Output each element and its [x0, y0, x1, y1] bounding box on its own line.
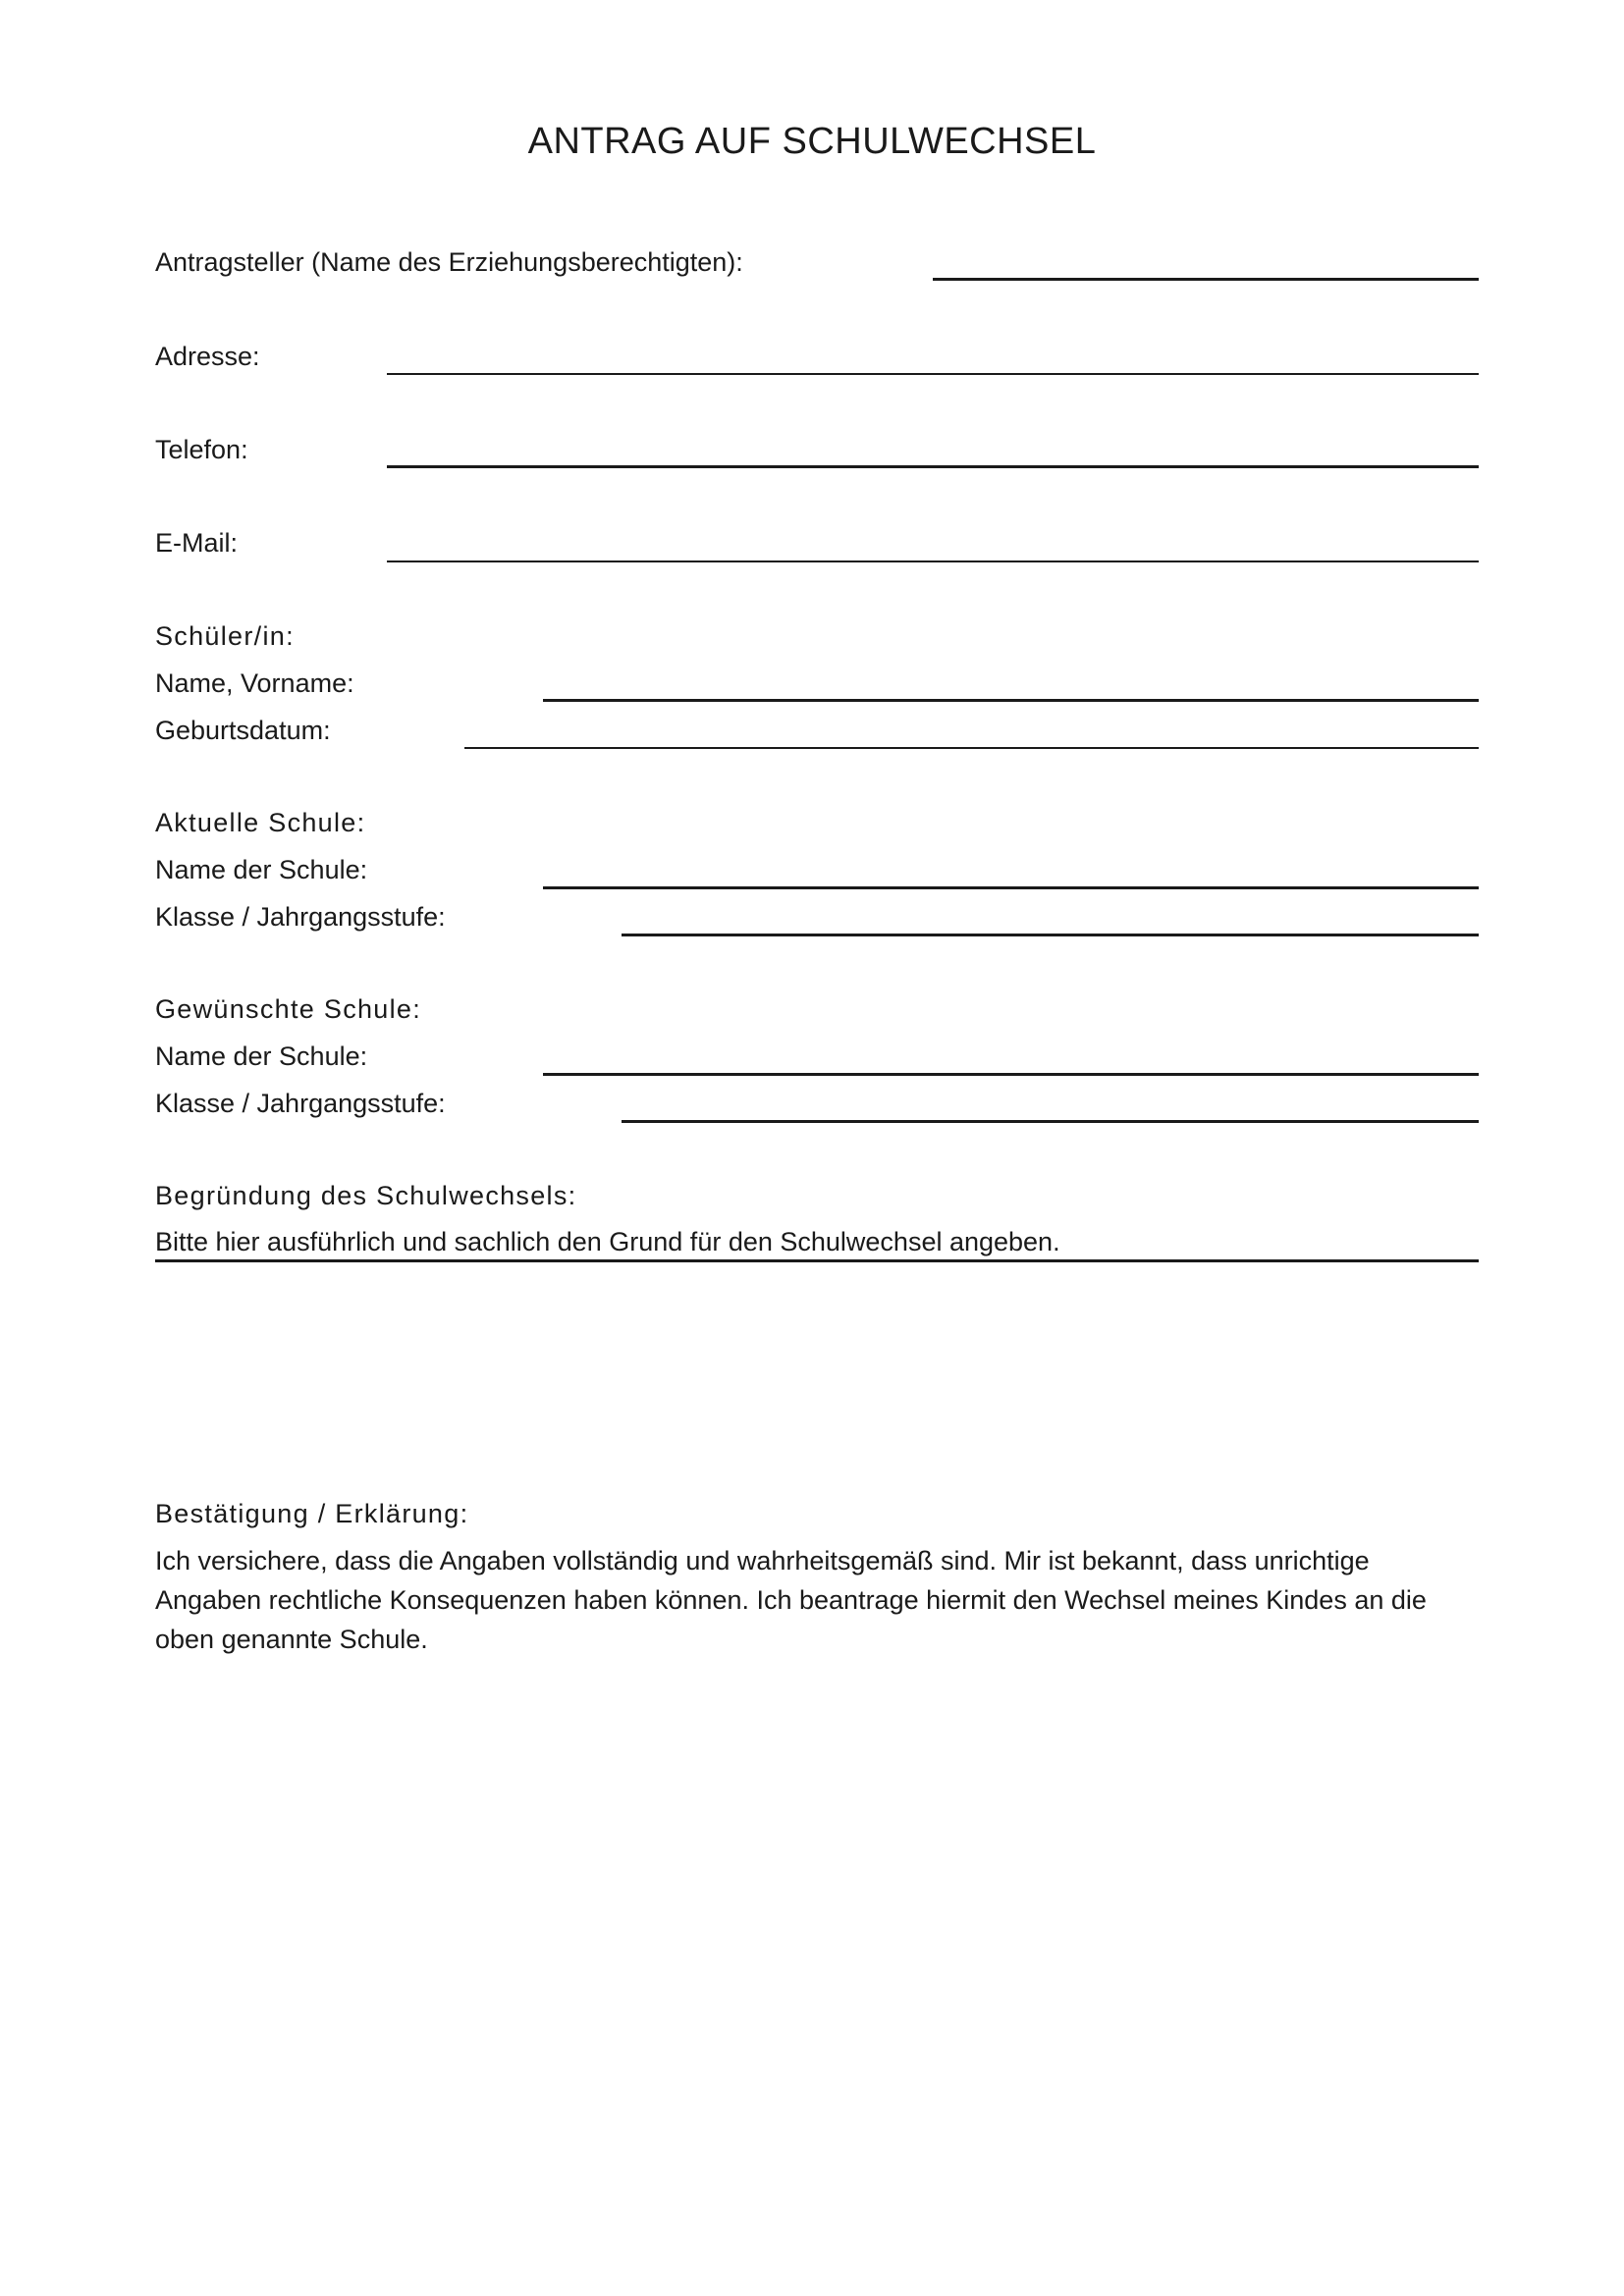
reason-underline — [155, 1259, 1479, 1262]
desired-class-label: Klasse / Jahrgangsstufe: — [155, 1089, 446, 1118]
address-label: Adresse: — [155, 342, 260, 371]
birthdate-field[interactable] — [464, 710, 1479, 749]
desired-school-name-field[interactable] — [543, 1037, 1479, 1076]
reason-textarea[interactable] — [155, 1266, 1479, 1486]
desired-school-name-label: Name der Schule: — [155, 1041, 368, 1071]
email-label: E-Mail: — [155, 528, 239, 558]
birthdate-label: Geburtsdatum: — [155, 716, 331, 745]
phone-field[interactable] — [387, 429, 1479, 468]
current-school-name-label: Name der Schule: — [155, 855, 368, 884]
current-school-name-field[interactable] — [543, 850, 1479, 889]
confirmation-heading: Bestätigung / Erklärung: — [155, 1499, 469, 1528]
current-class-field[interactable] — [622, 897, 1479, 936]
reason-hint: Bitte hier ausführlich und sachlich den Grund für den Schulwechsel angeben. — [155, 1227, 1060, 1256]
reason-heading: Begründung des Schulwechsels: — [155, 1181, 577, 1210]
student-name-field[interactable] — [543, 663, 1479, 702]
phone-label: Telefon: — [155, 435, 248, 464]
desired-school-heading: Gewünschte Schule: — [155, 994, 422, 1024]
applicant-name-field[interactable] — [933, 241, 1479, 281]
applicant-name-label: Antragsteller (Name des Erziehungsberechtigten): — [155, 247, 743, 277]
student-heading: Schüler/in: — [155, 621, 295, 651]
student-name-label: Name, Vorname: — [155, 668, 354, 698]
address-field[interactable] — [387, 336, 1479, 375]
form-title: ANTRAG AUF SCHULWECHSEL — [527, 121, 1097, 162]
desired-class-field[interactable] — [622, 1084, 1479, 1123]
confirmation-text: Ich versichere, dass die Angaben vollständig und wahrheitsgemäß sind. Mir ist bekannt, dass unrichtige Angaben rechtliche Konsequenzen haben können. Ich beantrage hiermit den Wechsel meines Kindes an die oben genannte Schule. — [155, 1546, 1427, 1654]
email-field[interactable] — [387, 523, 1479, 562]
current-school-heading: Aktuelle Schule: — [155, 808, 366, 837]
current-class-label: Klasse / Jahrgangsstufe: — [155, 902, 446, 932]
